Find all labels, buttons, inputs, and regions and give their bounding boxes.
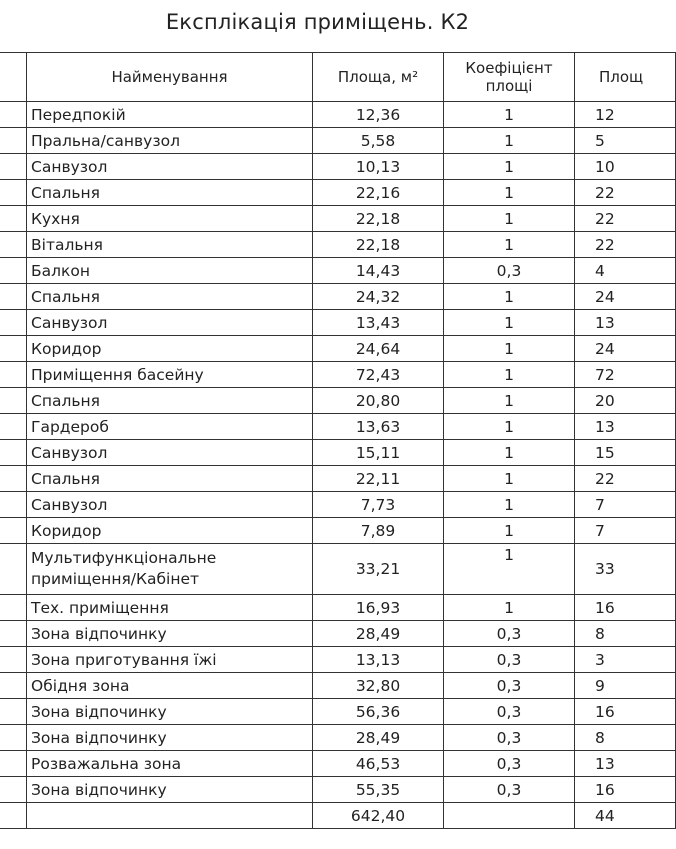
room-area: 22,16 <box>313 180 444 206</box>
header-row <box>0 53 676 102</box>
table-row <box>0 180 676 206</box>
room-name: Санвузол <box>27 492 313 518</box>
room-area-adjusted: 16 <box>575 595 676 621</box>
room-area: 32,80 <box>313 673 444 699</box>
area-coefficient: 1 <box>444 206 575 232</box>
row-index <box>0 388 27 414</box>
row-index <box>0 595 27 621</box>
area-coefficient: 0,3 <box>444 673 575 699</box>
room-area: 28,49 <box>313 621 444 647</box>
room-name: Кухня <box>27 206 313 232</box>
area-coefficient: 1 <box>444 232 575 258</box>
row-index <box>0 699 27 725</box>
total-index <box>0 803 27 829</box>
room-area-adjusted: 22 <box>575 232 676 258</box>
row-index <box>0 336 27 362</box>
row-index <box>0 440 27 466</box>
header-area: Площа, м² <box>313 53 444 102</box>
room-area-adjusted: 22 <box>575 466 676 492</box>
room-area-adjusted: 16 <box>575 699 676 725</box>
area-coefficient: 1 <box>444 466 575 492</box>
room-name: Зона відпочинку <box>27 699 313 725</box>
room-name: Зона відпочинку <box>27 621 313 647</box>
room-area: 24,32 <box>313 284 444 310</box>
table-row <box>0 777 676 803</box>
table-row <box>0 102 676 128</box>
table-row <box>0 751 676 777</box>
room-name: Спальня <box>27 284 313 310</box>
room-area: 7,73 <box>313 492 444 518</box>
table-row <box>0 595 676 621</box>
row-index <box>0 258 27 284</box>
room-name: Санвузол <box>27 154 313 180</box>
room-area: 72,43 <box>313 362 444 388</box>
table-row <box>0 466 676 492</box>
room-area: 13,63 <box>313 414 444 440</box>
total-label <box>27 803 313 829</box>
room-name: Розважальна зона <box>27 751 313 777</box>
area-coefficient: 1 <box>444 180 575 206</box>
area-coefficient: 0,3 <box>444 621 575 647</box>
room-name: Зона приготування їжі <box>27 647 313 673</box>
room-area: 46,53 <box>313 751 444 777</box>
room-name: Коридор <box>27 518 313 544</box>
room-name: Пральна/санвузол <box>27 128 313 154</box>
table-row <box>0 284 676 310</box>
room-area: 22,18 <box>313 206 444 232</box>
room-area: 56,36 <box>313 699 444 725</box>
table-row <box>0 699 676 725</box>
area-coefficient: 1 <box>444 518 575 544</box>
row-index <box>0 518 27 544</box>
room-area: 13,43 <box>313 310 444 336</box>
room-area: 12,36 <box>313 102 444 128</box>
room-area: 22,11 <box>313 466 444 492</box>
table-row <box>0 232 676 258</box>
area-coefficient: 1 <box>444 310 575 336</box>
row-index <box>0 621 27 647</box>
table-row <box>0 258 676 284</box>
room-area: 28,49 <box>313 725 444 751</box>
row-index <box>0 362 27 388</box>
room-name: Приміщення басейну <box>27 362 313 388</box>
room-name: Зона відпочинку <box>27 777 313 803</box>
total-row <box>0 803 676 829</box>
area-coefficient: 0,3 <box>444 258 575 284</box>
room-area: 5,58 <box>313 128 444 154</box>
header-coef: Коефіцієнт площі <box>444 53 575 102</box>
room-name: Передпокій <box>27 102 313 128</box>
table-row <box>0 440 676 466</box>
area-coefficient: 1 <box>444 414 575 440</box>
total-area: 642,40 <box>313 803 444 829</box>
table-row <box>0 544 676 595</box>
room-area-adjusted: 13 <box>575 751 676 777</box>
room-area: 14,43 <box>313 258 444 284</box>
table-row <box>0 388 676 414</box>
row-index <box>0 154 27 180</box>
row-index <box>0 751 27 777</box>
room-area-adjusted: 13 <box>575 414 676 440</box>
area-coefficient: 1 <box>444 102 575 128</box>
table-row <box>0 362 676 388</box>
room-area-adjusted: 7 <box>575 492 676 518</box>
room-area-adjusted: 12 <box>575 102 676 128</box>
table-row <box>0 492 676 518</box>
table-row <box>0 621 676 647</box>
page-title: Експлікація приміщень. К2 <box>165 10 470 34</box>
room-name: Мультифункціональне приміщення/Кабінет <box>27 544 313 595</box>
table-row <box>0 310 676 336</box>
room-area-adjusted: 24 <box>575 284 676 310</box>
area-coefficient: 1 <box>444 544 575 595</box>
table-row <box>0 128 676 154</box>
table-row <box>0 518 676 544</box>
room-area: 20,80 <box>313 388 444 414</box>
row-index <box>0 310 27 336</box>
table-row <box>0 206 676 232</box>
room-area: 7,89 <box>313 518 444 544</box>
room-area: 24,64 <box>313 336 444 362</box>
room-area-adjusted: 8 <box>575 621 676 647</box>
room-area-adjusted: 10 <box>575 154 676 180</box>
row-index <box>0 414 27 440</box>
room-area: 22,18 <box>313 232 444 258</box>
room-area-adjusted: 33 <box>575 544 676 595</box>
area-coefficient: 0,3 <box>444 725 575 751</box>
room-area-adjusted: 20 <box>575 388 676 414</box>
row-index <box>0 102 27 128</box>
row-index <box>0 647 27 673</box>
row-index <box>0 284 27 310</box>
row-index <box>0 725 27 751</box>
room-name: Тех. приміщення <box>27 595 313 621</box>
area-coefficient: 1 <box>444 336 575 362</box>
room-area-adjusted: 72 <box>575 362 676 388</box>
room-area-adjusted: 15 <box>575 440 676 466</box>
table-row <box>0 336 676 362</box>
total-area2: 44 <box>575 803 676 829</box>
row-index <box>0 466 27 492</box>
room-name: Зона відпочинку <box>27 725 313 751</box>
room-area-adjusted: 16 <box>575 777 676 803</box>
room-area-adjusted: 4 <box>575 258 676 284</box>
room-area-adjusted: 13 <box>575 310 676 336</box>
room-name: Спальня <box>27 466 313 492</box>
area-coefficient: 0,3 <box>444 647 575 673</box>
area-coefficient: 1 <box>444 440 575 466</box>
room-name: Вітальня <box>27 232 313 258</box>
room-area-adjusted: 5 <box>575 128 676 154</box>
table-row <box>0 673 676 699</box>
room-name: Спальня <box>27 388 313 414</box>
room-area-adjusted: 8 <box>575 725 676 751</box>
room-name: Балкон <box>27 258 313 284</box>
room-area: 10,13 <box>313 154 444 180</box>
room-name: Коридор <box>27 336 313 362</box>
row-index <box>0 128 27 154</box>
table-row <box>0 647 676 673</box>
room-area: 15,11 <box>313 440 444 466</box>
table-row <box>0 414 676 440</box>
room-name: Санвузол <box>27 440 313 466</box>
area-coefficient: 1 <box>444 284 575 310</box>
header-name: Найменування <box>27 53 313 102</box>
room-area: 13,13 <box>313 647 444 673</box>
row-index <box>0 492 27 518</box>
area-coefficient: 1 <box>444 492 575 518</box>
area-coefficient: 1 <box>444 595 575 621</box>
area-coefficient: 1 <box>444 388 575 414</box>
row-index <box>0 777 27 803</box>
room-area-adjusted: 3 <box>575 647 676 673</box>
header-index <box>0 53 27 102</box>
table-row <box>0 154 676 180</box>
area-coefficient: 1 <box>444 154 575 180</box>
room-name: Санвузол <box>27 310 313 336</box>
row-index <box>0 232 27 258</box>
row-index <box>0 206 27 232</box>
room-name: Спальня <box>27 180 313 206</box>
area-coefficient: 1 <box>444 128 575 154</box>
total-coef <box>444 803 575 829</box>
area-coefficient: 0,3 <box>444 777 575 803</box>
room-area: 55,35 <box>313 777 444 803</box>
room-area-adjusted: 22 <box>575 206 676 232</box>
row-index <box>0 180 27 206</box>
room-area-adjusted: 9 <box>575 673 676 699</box>
room-area-adjusted: 24 <box>575 336 676 362</box>
row-index <box>0 544 27 595</box>
room-area-adjusted: 7 <box>575 518 676 544</box>
explication-table <box>0 52 676 829</box>
room-area: 33,21 <box>313 544 444 595</box>
area-coefficient: 0,3 <box>444 699 575 725</box>
header-area2: Площ <box>575 53 676 102</box>
room-name: Обідня зона <box>27 673 313 699</box>
area-coefficient: 0,3 <box>444 751 575 777</box>
row-index <box>0 673 27 699</box>
room-name: Гардероб <box>27 414 313 440</box>
area-coefficient: 1 <box>444 362 575 388</box>
room-area: 16,93 <box>313 595 444 621</box>
table-row <box>0 725 676 751</box>
room-area-adjusted: 22 <box>575 180 676 206</box>
